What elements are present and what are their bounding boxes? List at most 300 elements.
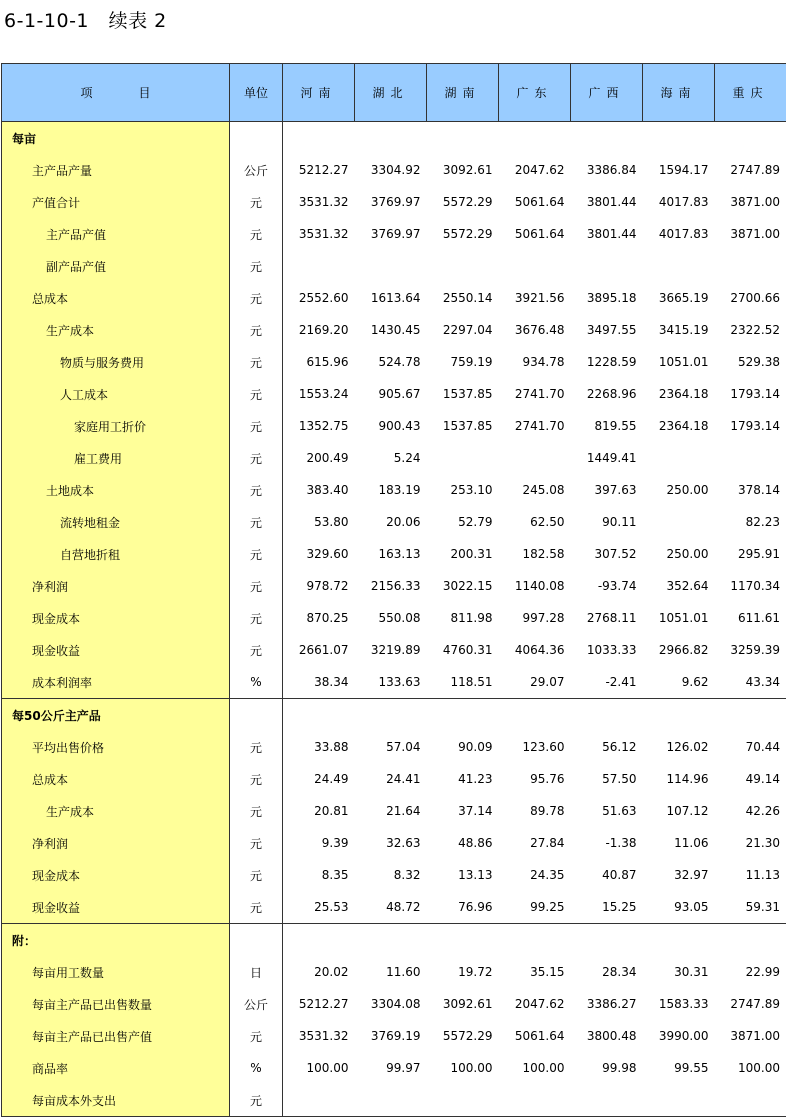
value-cell: 37.14	[427, 795, 499, 827]
column-header-region: 广西	[571, 64, 643, 122]
value-cell: 900.43	[355, 410, 427, 442]
table-row	[2, 891, 786, 924]
value-cell: 90.09	[427, 731, 499, 763]
value-cell: 978.72	[283, 570, 355, 602]
value-cell: 100.00	[715, 1052, 786, 1084]
value-cell: 90.11	[571, 506, 643, 538]
row-label: 净利润	[2, 570, 230, 602]
value-cell: 3801.44	[571, 218, 643, 250]
value-cell	[499, 924, 571, 957]
table-row	[2, 570, 786, 602]
value-cell: 32.63	[355, 827, 427, 859]
value-cell: 295.91	[715, 538, 786, 570]
table-row	[2, 474, 786, 506]
value-cell: 4017.83	[643, 218, 715, 250]
value-cell: 3386.84	[571, 154, 643, 186]
value-cell: 15.25	[571, 891, 643, 924]
row-label: 每50公斤主产品	[2, 699, 230, 732]
value-cell: 307.52	[571, 538, 643, 570]
row-unit: 元	[230, 1084, 283, 1117]
value-cell: 383.40	[283, 474, 355, 506]
value-cell: 2550.14	[427, 282, 499, 314]
column-header-region: 海南	[643, 64, 715, 122]
row-label: 现金收益	[2, 634, 230, 666]
row-label: 每亩主产品已出售产值	[2, 1020, 230, 1052]
column-header-region: 重庆	[715, 64, 786, 122]
row-unit: 元	[230, 506, 283, 538]
value-cell	[355, 250, 427, 282]
value-cell: 819.55	[571, 410, 643, 442]
section-header-row	[2, 699, 786, 732]
value-cell	[427, 699, 499, 732]
value-cell: 21.64	[355, 795, 427, 827]
value-cell: 2322.52	[715, 314, 786, 346]
value-cell: 2047.62	[499, 154, 571, 186]
value-cell: 123.60	[499, 731, 571, 763]
row-unit: 元	[230, 314, 283, 346]
row-label: 现金成本	[2, 602, 230, 634]
value-cell	[283, 1084, 355, 1117]
value-cell: 934.78	[499, 346, 571, 378]
row-unit	[230, 699, 283, 732]
row-label: 主产品产值	[2, 218, 230, 250]
value-cell: 2747.89	[715, 988, 786, 1020]
value-cell: 27.84	[499, 827, 571, 859]
value-cell: 93.05	[643, 891, 715, 924]
value-cell: 1594.17	[643, 154, 715, 186]
value-cell: 1793.14	[715, 410, 786, 442]
value-cell: 611.61	[715, 602, 786, 634]
table-row	[2, 314, 786, 346]
value-cell: 1051.01	[643, 346, 715, 378]
value-cell: 5061.64	[499, 186, 571, 218]
value-cell: 53.80	[283, 506, 355, 538]
value-cell: 76.96	[427, 891, 499, 924]
value-cell: 1430.45	[355, 314, 427, 346]
value-cell: 62.50	[499, 506, 571, 538]
table-row	[2, 859, 786, 891]
value-cell	[499, 122, 571, 155]
row-unit: 公斤	[230, 988, 283, 1020]
row-unit: 元	[230, 282, 283, 314]
value-cell: 40.87	[571, 859, 643, 891]
value-cell: 2741.70	[499, 378, 571, 410]
value-cell: 22.99	[715, 956, 786, 988]
table-body	[2, 122, 786, 1117]
value-cell: 1553.24	[283, 378, 355, 410]
value-cell: 2552.60	[283, 282, 355, 314]
row-label: 总成本	[2, 282, 230, 314]
value-cell: 8.35	[283, 859, 355, 891]
value-cell: 3386.27	[571, 988, 643, 1020]
value-cell: 133.63	[355, 666, 427, 699]
value-cell: 3531.32	[283, 186, 355, 218]
value-cell: 997.28	[499, 602, 571, 634]
value-cell	[427, 250, 499, 282]
value-cell: 3531.32	[283, 218, 355, 250]
row-label: 附：	[2, 924, 230, 957]
value-cell	[643, 506, 715, 538]
value-cell: 2364.18	[643, 410, 715, 442]
value-cell: 2364.18	[643, 378, 715, 410]
value-cell: 3769.19	[355, 1020, 427, 1052]
value-cell: 329.60	[283, 538, 355, 570]
value-cell: 3990.00	[643, 1020, 715, 1052]
value-cell: 3769.97	[355, 186, 427, 218]
value-cell: 2741.70	[499, 410, 571, 442]
value-cell	[355, 924, 427, 957]
value-cell	[283, 250, 355, 282]
value-cell: 57.50	[571, 763, 643, 795]
value-cell: 3665.19	[643, 282, 715, 314]
value-cell: 352.64	[643, 570, 715, 602]
row-unit: 元	[230, 474, 283, 506]
value-cell: 8.32	[355, 859, 427, 891]
value-cell	[355, 1084, 427, 1117]
table-row	[2, 410, 786, 442]
value-cell	[355, 699, 427, 732]
value-cell	[571, 122, 643, 155]
value-cell: 24.41	[355, 763, 427, 795]
table-row	[2, 988, 786, 1020]
row-unit: 元	[230, 795, 283, 827]
column-header-item: 项目	[2, 64, 230, 122]
value-cell: 9.39	[283, 827, 355, 859]
row-label: 每亩	[2, 122, 230, 155]
row-label: 每亩成本外支出	[2, 1084, 230, 1117]
row-label: 成本利润率	[2, 666, 230, 699]
row-unit: 元	[230, 346, 283, 378]
table-row	[2, 282, 786, 314]
row-unit: 元	[230, 378, 283, 410]
value-cell	[283, 699, 355, 732]
value-cell: 3800.48	[571, 1020, 643, 1052]
value-cell: 49.14	[715, 763, 786, 795]
value-cell: 3092.61	[427, 154, 499, 186]
column-header-region: 河南	[283, 64, 355, 122]
row-unit: 元	[230, 570, 283, 602]
value-cell: 5.24	[355, 442, 427, 474]
row-label: 主产品产量	[2, 154, 230, 186]
value-cell: 3871.00	[715, 186, 786, 218]
value-cell: 21.30	[715, 827, 786, 859]
row-unit	[230, 924, 283, 957]
row-unit: 元	[230, 1020, 283, 1052]
value-cell: 100.00	[427, 1052, 499, 1084]
value-cell: 1033.33	[571, 634, 643, 666]
value-cell: 2156.33	[355, 570, 427, 602]
value-cell: 99.98	[571, 1052, 643, 1084]
row-label: 土地成本	[2, 474, 230, 506]
row-unit: 元	[230, 891, 283, 924]
row-unit: 日	[230, 956, 283, 988]
value-cell: 250.00	[643, 538, 715, 570]
value-cell: 200.31	[427, 538, 499, 570]
value-cell: 13.13	[427, 859, 499, 891]
row-unit: %	[230, 666, 283, 699]
value-cell: 42.26	[715, 795, 786, 827]
value-cell: 4064.36	[499, 634, 571, 666]
value-cell: 1537.85	[427, 410, 499, 442]
value-cell: 3769.97	[355, 218, 427, 250]
table-row	[2, 602, 786, 634]
value-cell: 70.44	[715, 731, 786, 763]
value-cell	[571, 250, 643, 282]
value-cell: 126.02	[643, 731, 715, 763]
row-unit: 公斤	[230, 154, 283, 186]
value-cell	[571, 924, 643, 957]
value-cell: 1051.01	[643, 602, 715, 634]
value-cell: 56.12	[571, 731, 643, 763]
row-label: 自营地折租	[2, 538, 230, 570]
value-cell: 250.00	[643, 474, 715, 506]
value-cell: 2747.89	[715, 154, 786, 186]
table-row	[2, 250, 786, 282]
value-cell: 4760.31	[427, 634, 499, 666]
value-cell: 38.34	[283, 666, 355, 699]
value-cell: 182.58	[499, 538, 571, 570]
value-cell: 5572.29	[427, 186, 499, 218]
value-cell: 2047.62	[499, 988, 571, 1020]
table-row	[2, 634, 786, 666]
table-row	[2, 442, 786, 474]
row-label: 人工成本	[2, 378, 230, 410]
row-unit: 元	[230, 442, 283, 474]
value-cell: 33.88	[283, 731, 355, 763]
row-unit: 元	[230, 859, 283, 891]
row-unit: 元	[230, 410, 283, 442]
value-cell: 99.55	[643, 1052, 715, 1084]
value-cell	[715, 924, 786, 957]
value-cell: 100.00	[283, 1052, 355, 1084]
table-row	[2, 378, 786, 410]
row-unit	[230, 122, 283, 155]
value-cell	[643, 1084, 715, 1117]
value-cell: 2700.66	[715, 282, 786, 314]
value-cell: 615.96	[283, 346, 355, 378]
value-cell: 245.08	[499, 474, 571, 506]
value-cell: 20.02	[283, 956, 355, 988]
row-label: 净利润	[2, 827, 230, 859]
value-cell: 25.53	[283, 891, 355, 924]
column-header-unit: 单位	[230, 64, 283, 122]
value-cell: 11.13	[715, 859, 786, 891]
value-cell	[643, 442, 715, 474]
value-cell: 1793.14	[715, 378, 786, 410]
value-cell	[715, 122, 786, 155]
row-unit: 元	[230, 218, 283, 250]
value-cell: 5572.29	[427, 218, 499, 250]
value-cell	[427, 1084, 499, 1117]
value-cell: 5061.64	[499, 218, 571, 250]
value-cell	[355, 122, 427, 155]
section-header-row	[2, 122, 786, 155]
value-cell: 1170.34	[715, 570, 786, 602]
value-cell: 2661.07	[283, 634, 355, 666]
row-unit: 元	[230, 634, 283, 666]
row-unit: 元	[230, 602, 283, 634]
row-label: 现金成本	[2, 859, 230, 891]
value-cell: 1140.08	[499, 570, 571, 602]
value-cell: -2.41	[571, 666, 643, 699]
statistics-table	[1, 63, 786, 1117]
value-cell: 99.25	[499, 891, 571, 924]
value-cell: 1228.59	[571, 346, 643, 378]
value-cell: 11.06	[643, 827, 715, 859]
row-label: 产值合计	[2, 186, 230, 218]
value-cell: 32.97	[643, 859, 715, 891]
value-cell: 20.06	[355, 506, 427, 538]
value-cell	[427, 122, 499, 155]
row-unit: 元	[230, 827, 283, 859]
value-cell: 524.78	[355, 346, 427, 378]
value-cell: 2169.20	[283, 314, 355, 346]
row-label: 每亩主产品已出售数量	[2, 988, 230, 1020]
value-cell: 59.31	[715, 891, 786, 924]
row-label: 物质与服务费用	[2, 346, 230, 378]
value-cell	[283, 924, 355, 957]
table-row	[2, 795, 786, 827]
value-cell	[643, 122, 715, 155]
value-cell: 48.86	[427, 827, 499, 859]
value-cell: 378.14	[715, 474, 786, 506]
value-cell: 550.08	[355, 602, 427, 634]
row-label: 生产成本	[2, 314, 230, 346]
value-cell	[571, 699, 643, 732]
value-cell: 100.00	[499, 1052, 571, 1084]
value-cell: 1352.75	[283, 410, 355, 442]
value-cell: 2768.11	[571, 602, 643, 634]
value-cell: 3676.48	[499, 314, 571, 346]
column-header-region: 湖南	[427, 64, 499, 122]
value-cell: 114.96	[643, 763, 715, 795]
value-cell: 43.34	[715, 666, 786, 699]
value-cell: 3219.89	[355, 634, 427, 666]
row-label: 流转地租金	[2, 506, 230, 538]
value-cell: 99.97	[355, 1052, 427, 1084]
value-cell: 118.51	[427, 666, 499, 699]
table-row	[2, 154, 786, 186]
value-cell: 183.19	[355, 474, 427, 506]
column-header-region: 湖北	[355, 64, 427, 122]
value-cell: 95.76	[499, 763, 571, 795]
value-cell: 51.63	[571, 795, 643, 827]
table-row	[2, 827, 786, 859]
value-cell: 3801.44	[571, 186, 643, 218]
row-label: 每亩用工数量	[2, 956, 230, 988]
value-cell: 2268.96	[571, 378, 643, 410]
value-cell: 82.23	[715, 506, 786, 538]
value-cell: 29.07	[499, 666, 571, 699]
table-row	[2, 346, 786, 378]
table-row	[2, 1052, 786, 1084]
value-cell: 397.63	[571, 474, 643, 506]
value-cell: 3415.19	[643, 314, 715, 346]
value-cell: 759.19	[427, 346, 499, 378]
value-cell	[499, 699, 571, 732]
value-cell: 3895.18	[571, 282, 643, 314]
row-label: 商品率	[2, 1052, 230, 1084]
row-unit: 元	[230, 731, 283, 763]
table-row	[2, 731, 786, 763]
value-cell: 3921.56	[499, 282, 571, 314]
value-cell: 2966.82	[643, 634, 715, 666]
value-cell: 24.35	[499, 859, 571, 891]
value-cell: 1537.85	[427, 378, 499, 410]
value-cell	[499, 1084, 571, 1117]
row-unit: %	[230, 1052, 283, 1084]
row-unit: 元	[230, 538, 283, 570]
value-cell: 253.10	[427, 474, 499, 506]
table-row	[2, 538, 786, 570]
value-cell: 3531.32	[283, 1020, 355, 1052]
value-cell	[499, 442, 571, 474]
value-cell: 35.15	[499, 956, 571, 988]
value-cell	[427, 442, 499, 474]
value-cell: 24.49	[283, 763, 355, 795]
value-cell: 1583.33	[643, 988, 715, 1020]
value-cell	[715, 1084, 786, 1117]
table-row	[2, 218, 786, 250]
value-cell	[643, 924, 715, 957]
value-cell: 3304.92	[355, 154, 427, 186]
value-cell: -1.38	[571, 827, 643, 859]
value-cell: 3497.55	[571, 314, 643, 346]
value-cell: 5212.27	[283, 154, 355, 186]
value-cell: 3304.08	[355, 988, 427, 1020]
value-cell: 5212.27	[283, 988, 355, 1020]
column-header-region: 广东	[499, 64, 571, 122]
table-row	[2, 1020, 786, 1052]
row-label: 副产品产值	[2, 250, 230, 282]
table-row	[2, 506, 786, 538]
value-cell: 20.81	[283, 795, 355, 827]
value-cell: 4017.83	[643, 186, 715, 218]
value-cell	[715, 699, 786, 732]
value-cell: 19.72	[427, 956, 499, 988]
value-cell: 905.67	[355, 378, 427, 410]
value-cell: 5061.64	[499, 1020, 571, 1052]
value-cell: 3022.15	[427, 570, 499, 602]
value-cell	[427, 924, 499, 957]
table-row	[2, 763, 786, 795]
value-cell: 200.49	[283, 442, 355, 474]
table-row	[2, 1084, 786, 1117]
value-cell	[715, 250, 786, 282]
value-cell	[571, 1084, 643, 1117]
value-cell: 48.72	[355, 891, 427, 924]
value-cell: 2297.04	[427, 314, 499, 346]
value-cell: 57.04	[355, 731, 427, 763]
row-unit: 元	[230, 763, 283, 795]
row-label: 平均出售价格	[2, 731, 230, 763]
value-cell: 1613.64	[355, 282, 427, 314]
value-cell: 52.79	[427, 506, 499, 538]
value-cell: 529.38	[715, 346, 786, 378]
value-cell: 11.60	[355, 956, 427, 988]
page-title: 6-1-10-1 续表 2	[4, 6, 167, 33]
row-unit: 元	[230, 186, 283, 218]
section-header-row	[2, 924, 786, 957]
value-cell: 9.62	[643, 666, 715, 699]
value-cell: 3871.00	[715, 1020, 786, 1052]
value-cell: 41.23	[427, 763, 499, 795]
value-cell	[283, 122, 355, 155]
value-cell	[643, 699, 715, 732]
value-cell: 870.25	[283, 602, 355, 634]
value-cell: 1449.41	[571, 442, 643, 474]
value-cell: 3259.39	[715, 634, 786, 666]
